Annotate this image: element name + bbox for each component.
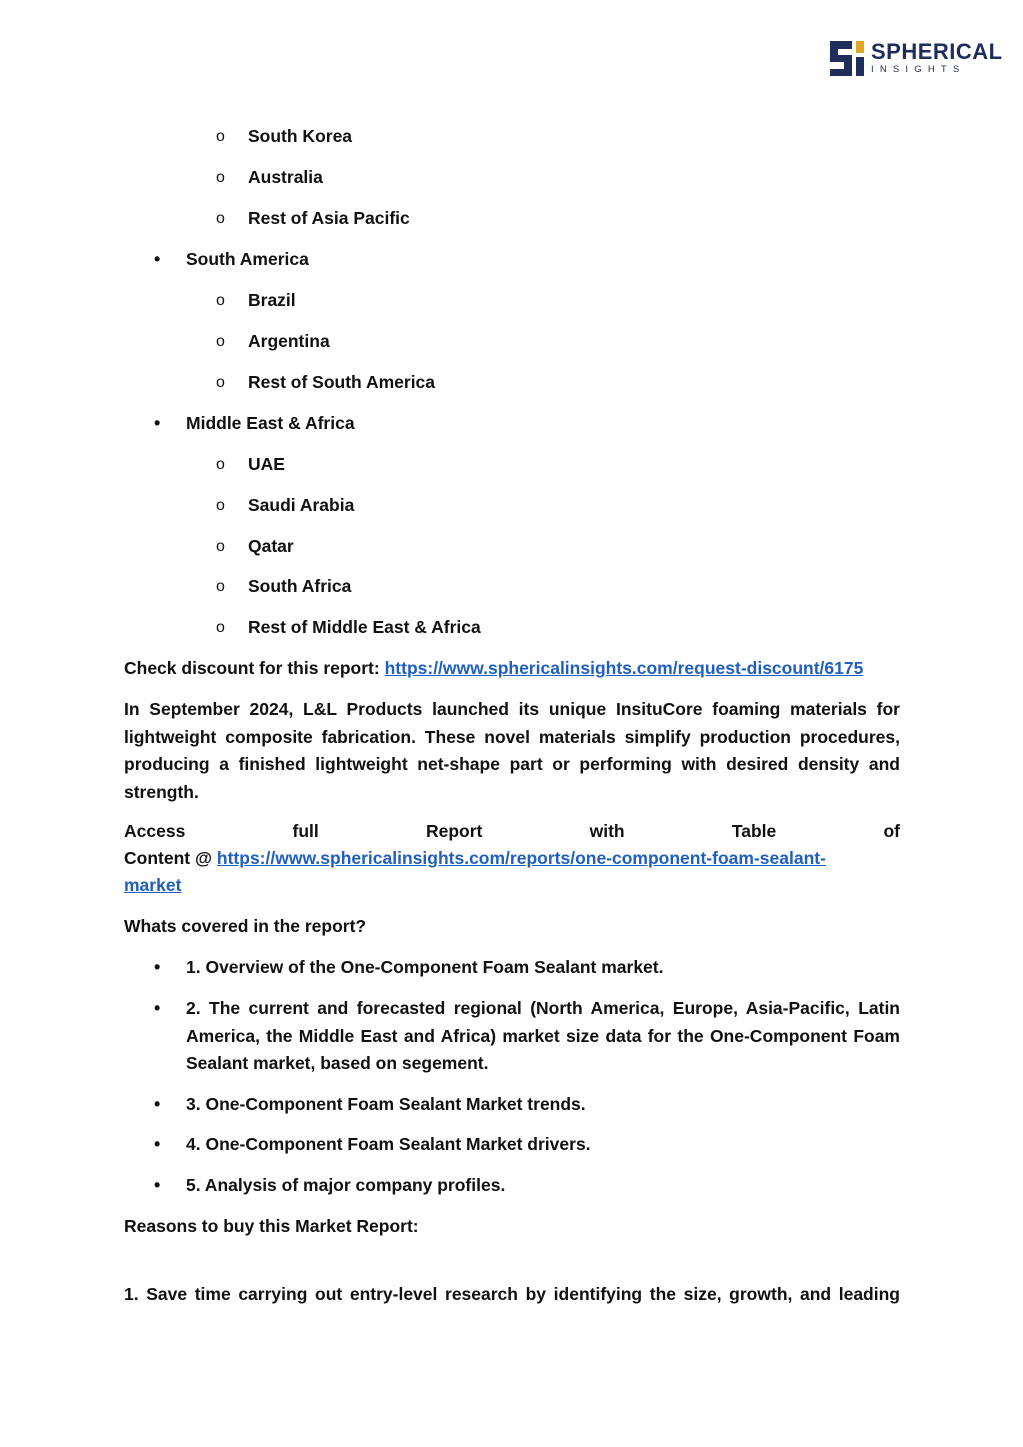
circle-bullet-icon: o	[216, 210, 225, 227]
list-item-label: Qatar	[248, 536, 294, 556]
covered-heading: Whats covered in the report?	[124, 916, 367, 936]
access-report-line	[124, 818, 900, 845]
access-word: with	[589, 821, 625, 841]
list-item-label: Rest of Middle East & Africa	[248, 617, 481, 637]
list-item-label: South Korea	[248, 126, 353, 146]
access-word: of	[883, 821, 900, 841]
discount-label: Check discount for this report:	[124, 658, 380, 678]
list-item-label: 1. Overview of the One-Component Foam Sealant market.	[186, 957, 664, 977]
list-item-label: Brazil	[248, 290, 296, 310]
circle-bullet-icon: o	[216, 538, 225, 555]
list-item-label: Rest of South America	[248, 372, 436, 392]
circle-bullet-icon: o	[216, 456, 225, 473]
circle-bullet-icon: o	[216, 619, 225, 636]
access-content-line-2	[124, 872, 181, 899]
brand-subtitle: INSIGHTS	[871, 64, 966, 76]
disc-bullet-icon: •	[154, 249, 161, 269]
circle-bullet-icon: o	[216, 578, 225, 595]
circle-bullet-icon: o	[216, 374, 225, 391]
list-item-label: 5. Analysis of major company profiles.	[186, 1175, 506, 1195]
disc-bullet-icon: •	[154, 1134, 161, 1154]
circle-bullet-icon: o	[216, 333, 225, 350]
list-item-label: South America	[186, 249, 309, 269]
access-word: full	[292, 821, 319, 841]
logo-mark-icon	[830, 41, 865, 76]
list-item-label: South Africa	[248, 576, 352, 596]
access-word: Access	[124, 821, 186, 841]
list-item-label: Saudi Arabia	[248, 495, 355, 515]
circle-bullet-icon: o	[216, 292, 225, 309]
spherical-insights-logo	[830, 40, 1003, 76]
access-prefix: Content @	[124, 848, 213, 868]
reasons-heading: Reasons to buy this Market Report:	[124, 1216, 419, 1236]
access-content-line	[124, 845, 826, 872]
discount-link[interactable]: https://www.sphericalinsights.com/request-discount/6175	[384, 658, 864, 678]
circle-bullet-icon: o	[216, 128, 225, 145]
news-paragraph: In September 2024, L&L Products launched its unique InsituCore foaming materials for lightweight composite fabrication. These novel materials simplify production procedures, producing a finished lightweight net-shape part or performing with desired density and strength.	[124, 699, 900, 802]
list-item-label: Argentina	[248, 331, 330, 351]
disc-bullet-icon: •	[154, 413, 161, 433]
reasons-first-line: 1. Save time carrying out entry-level research by identifying the size, growth, and leading	[124, 1284, 900, 1304]
list-item-label: Rest of Asia Pacific	[248, 208, 410, 228]
disc-bullet-icon: •	[154, 1175, 161, 1195]
discount-line	[124, 655, 863, 682]
disc-bullet-icon: •	[154, 998, 161, 1018]
list-item-label: 2. The current and forecasted regional (North America, Europe, Asia-Pacific, Latin America, the Middle East and Africa) market size data for the One-Component Foam Sealant market, based on segement.	[186, 998, 900, 1073]
list-item-label: Australia	[248, 167, 323, 187]
circle-bullet-icon: o	[216, 497, 225, 514]
list-item-label: 3. One-Component Foam Sealant Market trends.	[186, 1094, 586, 1114]
circle-bullet-icon: o	[216, 169, 225, 186]
list-item-label: 4. One-Component Foam Sealant Market drivers.	[186, 1134, 591, 1154]
list-item-label: Middle East & Africa	[186, 413, 355, 433]
disc-bullet-icon: •	[154, 1094, 161, 1114]
access-word: Report	[426, 821, 483, 841]
disc-bullet-icon: •	[154, 957, 161, 977]
list-item-label: UAE	[248, 454, 285, 474]
brand-name: SPHERICAL	[871, 39, 1003, 65]
full-report-link[interactable]: https://www.sphericalinsights.com/reports/one-component-foam-sealant-	[216, 848, 826, 868]
access-word: Table	[731, 821, 777, 841]
full-report-link-continued[interactable]: market	[124, 875, 182, 895]
